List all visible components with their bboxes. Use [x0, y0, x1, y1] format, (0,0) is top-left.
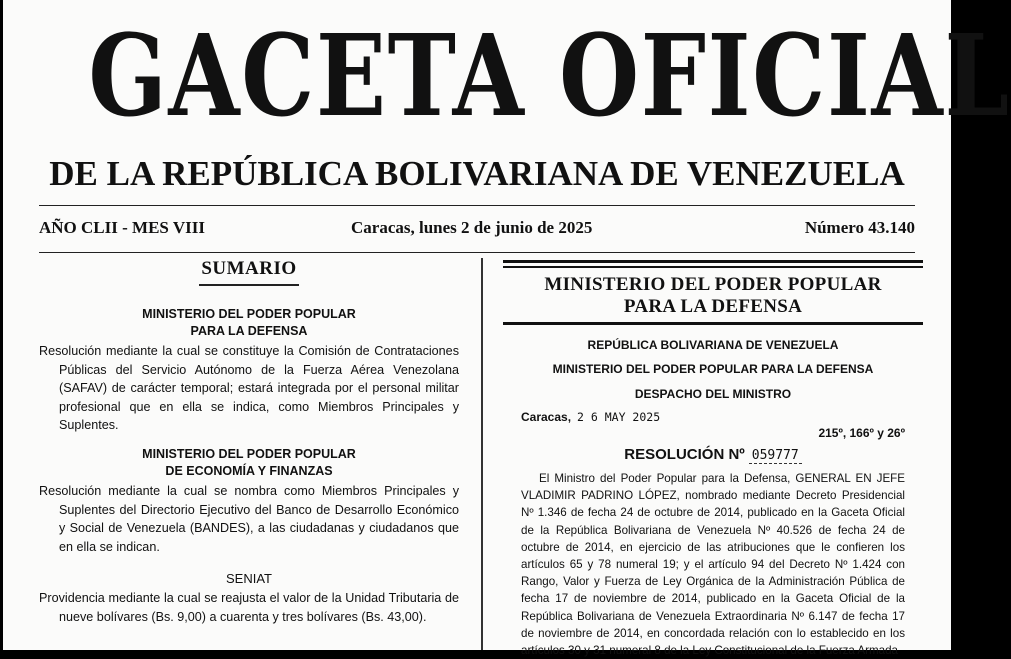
section-heading-line1: SENIAT — [226, 571, 272, 586]
resolution-number: 059777 — [749, 448, 802, 464]
years-of-independence: 215º, 166º y 26º — [818, 426, 905, 440]
section-heading-line2: PARA LA DEFENSA — [190, 324, 308, 338]
bottom-rule — [503, 322, 923, 325]
issue-date: Caracas, lunes 2 de junio de 2025 — [351, 218, 593, 237]
section-body: Providencia mediante la cual se reajusta el valor de la Unidad Tributaria de nueve bolívares (Bs. 9,00) a cuarenta y tres bolívares (Bs. 43,00). — [39, 591, 459, 624]
masthead-title: GACETA OFICIAL — [88, 11, 1011, 142]
city-label: Caracas, — [521, 410, 572, 424]
ministry-full-name: MINISTERIO DEL PODER POPULAR PARA LA DEFENSA — [552, 362, 874, 376]
sumario-underline — [199, 284, 299, 286]
sumario-section-seniat — [39, 570, 459, 626]
ministry-heading-line2: PARA LA DEFENSA — [623, 296, 803, 317]
city-date — [521, 410, 660, 424]
sumario-title: SUMARIO — [201, 258, 297, 279]
ministry-heading — [503, 274, 923, 318]
ministry-heading-line1: MINISTERIO DEL PODER POPULAR — [544, 274, 882, 295]
resolution-title — [503, 446, 923, 463]
gazette-page — [3, 0, 1011, 658]
issue-number: Número 43.140 — [804, 218, 915, 237]
top-rule — [503, 260, 923, 263]
office-name: DESPACHO DEL MINISTRO — [634, 387, 792, 401]
masthead-subtitle: DE LA REPÚBLICA BOLIVARIANA DE VENEZUELA — [49, 154, 905, 193]
column-divider — [481, 258, 483, 650]
section-heading-line2: DE ECONOMÍA Y FINANZAS — [165, 464, 333, 478]
issue-year-month: AÑO CLII - MES VIII — [39, 218, 205, 237]
stamp-date: 2 6 MAY 2025 — [577, 410, 661, 424]
issue-info-bar — [39, 205, 915, 253]
sumario-section-economia — [39, 446, 459, 556]
section-heading-line1: MINISTERIO DEL PODER POPULAR — [142, 447, 356, 461]
section-body: Resolución mediante la cual se constituye la Comisión de Contrataciones Públicas del Servicio Autónomo de la Fuerza Aérea Venezolana (SAFAV) de carácter temporal; estará integrada por el personal militar profesional que en ella se indica, como Miembros Principales y Suplentes. — [39, 344, 459, 432]
resolution-label: RESOLUCIÓN Nº — [624, 446, 745, 463]
resolution-body: El Ministro del Poder Popular para la Defensa, GENERAL EN JEFE VLADIMIR PADRINO LÓPEZ, nombrado mediante Decreto Presidencial Nº 1.346 de fecha 24 de octubre de 2014, publicado en la Gaceta Oficial de la República Bolivariana de Venezuela Nº 40.526 de fecha 24 de octubre de 2014, en ejercicio de las atribuciones que le confieren los artículos 65 y 78 numeral 19; y el artículo 94 del Decreto Nº 1.424 con Rango, Valor y Fuerza de Ley Orgánica de la Administración Pública de fecha 17 de noviembre de 2014, publicado en la Gaceta Oficial de la República Bolivariana de Venezuela Extraordinaria Nº 6.147 de fecha 17 de noviembre de 2014, en concordada relación con lo establecido en los artículos 30 y 31 numeral 8 de la Ley Constitucional de la Fuerza Armada — [521, 472, 905, 658]
section-heading-line1: MINISTERIO DEL PODER POPULAR — [142, 307, 356, 321]
republic-name: REPÚBLICA BOLIVARIANA DE VENEZUELA — [587, 338, 839, 352]
sumario-section-defensa — [39, 306, 459, 435]
section-body: Resolución mediante la cual se nombra como Miembros Principales y Suplentes del Directorio Ejecutivo del Banco de Desarrollo Económico y Social de Venezuela (BANDES), a las ciudadanas y ciudadanos que en ella se indican. — [39, 484, 459, 554]
top-rule-thin — [503, 266, 923, 268]
